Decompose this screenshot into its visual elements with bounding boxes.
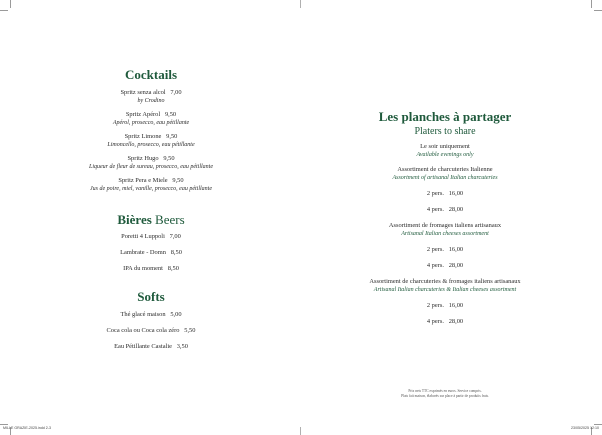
- item-name: Spritz Hugo: [127, 155, 159, 162]
- item-name: IPA du moment: [123, 265, 163, 272]
- planche-name-en: Artisanal Italian charcuteries & Italian cheeses assortment: [373, 287, 517, 293]
- crop-mark: [10, 0, 11, 8]
- item-price: 5,50: [184, 327, 196, 334]
- crop-mark: [0, 10, 8, 11]
- item-price: 5,00: [170, 311, 182, 318]
- option-price: 28,00: [448, 206, 464, 213]
- item-description: by Crodino: [137, 98, 165, 104]
- planches-title: Les planches à partager: [378, 109, 512, 124]
- fold-mark: [300, 0, 301, 8]
- planche-name: Assortiment de charcuteries & fromages italiens artisanaux: [369, 278, 521, 285]
- crop-mark: [594, 424, 602, 425]
- item-price: 9,50: [163, 155, 175, 162]
- price-footnote: [345, 389, 545, 399]
- planche-option: [345, 262, 545, 270]
- beers-title-en: Beers: [155, 212, 185, 227]
- crop-mark: [0, 424, 8, 425]
- option-price: 16,00: [448, 246, 464, 253]
- softs-title: Softs: [137, 289, 165, 304]
- crop-mark: [594, 10, 602, 11]
- beer-item: [50, 265, 252, 273]
- print-slug-right: 23/05/2025 12:10: [571, 426, 599, 430]
- option-price: 16,00: [448, 190, 464, 197]
- item-name: Coca cola ou Coca cola zéro: [106, 327, 180, 334]
- print-slug-left: MILLE GRAZIE-2025.indd 2-3: [3, 426, 51, 430]
- planche-name: Assortiment de charcuteries Italienne: [397, 166, 493, 173]
- fold-mark: [300, 427, 301, 435]
- cocktail-item: [50, 155, 252, 171]
- beer-item: [50, 249, 252, 257]
- item-price: 9,50: [172, 177, 184, 184]
- item-price: 8,50: [167, 265, 179, 272]
- item-name: Spritz Limone: [124, 133, 162, 140]
- planche-group: [345, 278, 545, 326]
- drinks-column: [50, 66, 252, 351]
- item-name: Thé glacé maison: [120, 311, 166, 318]
- cocktails-title: Cocktails: [125, 67, 177, 82]
- item-name: Poretti 4 Luppoli: [121, 233, 165, 240]
- item-price: 7,00: [170, 89, 182, 96]
- planche-option: [345, 318, 545, 326]
- planches-column: [345, 109, 545, 326]
- item-price: 8,50: [170, 249, 182, 256]
- planche-option: [345, 302, 545, 310]
- planche-option: [345, 246, 545, 254]
- item-name: Eau Pétillante Castalie: [114, 343, 172, 350]
- option-label: 2 pers.: [426, 246, 444, 253]
- item-name: Lambrate - Domn: [120, 249, 166, 256]
- soft-item: [50, 327, 252, 335]
- crop-mark: [591, 0, 592, 8]
- soft-item: [50, 343, 252, 351]
- beers-title: [50, 211, 252, 228]
- item-description: Jus de poire, miel, vanille, prosecco, eau pétillante: [89, 186, 213, 192]
- item-description: Apérol, prosecco, eau pétillante: [112, 120, 190, 126]
- cocktail-item: [50, 177, 252, 193]
- planche-group: [345, 222, 545, 270]
- planche-name: Assortiment de fromages italiens artisanaux: [388, 222, 502, 229]
- planche-group: [345, 166, 545, 214]
- soft-item: [50, 311, 252, 319]
- option-label: 2 pers.: [426, 302, 444, 309]
- evening-note-en: Available evenings only: [416, 152, 474, 158]
- item-price: 3,50: [176, 343, 188, 350]
- evening-note: Le soir uniquement: [420, 143, 470, 150]
- planche-option: [345, 206, 545, 214]
- item-name: Spritz senza alcol: [120, 89, 166, 96]
- option-label: 4 pers.: [426, 262, 444, 269]
- item-price: 7,00: [169, 233, 181, 240]
- option-label: 4 pers.: [426, 206, 444, 213]
- option-price: 28,00: [448, 262, 464, 269]
- planche-option: [345, 190, 545, 198]
- item-description: Limoncello, prosecco, eau pétillante: [107, 142, 195, 148]
- option-price: 16,00: [448, 302, 464, 309]
- option-label: 2 pers.: [426, 190, 444, 197]
- planche-name-en: Assortment of artisanal Italian charcuteries: [392, 175, 498, 181]
- item-price: 9,50: [166, 133, 178, 140]
- planches-subtitle: Platers to share: [414, 126, 476, 137]
- item-price: 9,50: [164, 111, 177, 118]
- option-price: 28,00: [448, 318, 464, 325]
- item-name: Spritz Pera e Miele: [118, 177, 168, 184]
- footnote-line: Prix nets TTC exprimés en euros. Service compris.: [408, 389, 482, 393]
- cocktail-item: [50, 111, 252, 127]
- cocktail-item: [50, 89, 252, 105]
- option-label: 4 pers.: [426, 318, 444, 325]
- item-description: Liqueur de fleur de sureau, prosecco, eau pétillante: [88, 164, 214, 170]
- beers-title-fr: Bières: [117, 212, 152, 227]
- planche-name-en: Artisanal Italian cheeses assortment: [401, 231, 489, 237]
- item-name: Spritz Apérol: [125, 111, 161, 118]
- beer-item: [50, 233, 252, 241]
- cocktail-item: [50, 133, 252, 149]
- footnote-line: Plats fait maison, élaborés sur place à partir de produits frais.: [401, 394, 489, 398]
